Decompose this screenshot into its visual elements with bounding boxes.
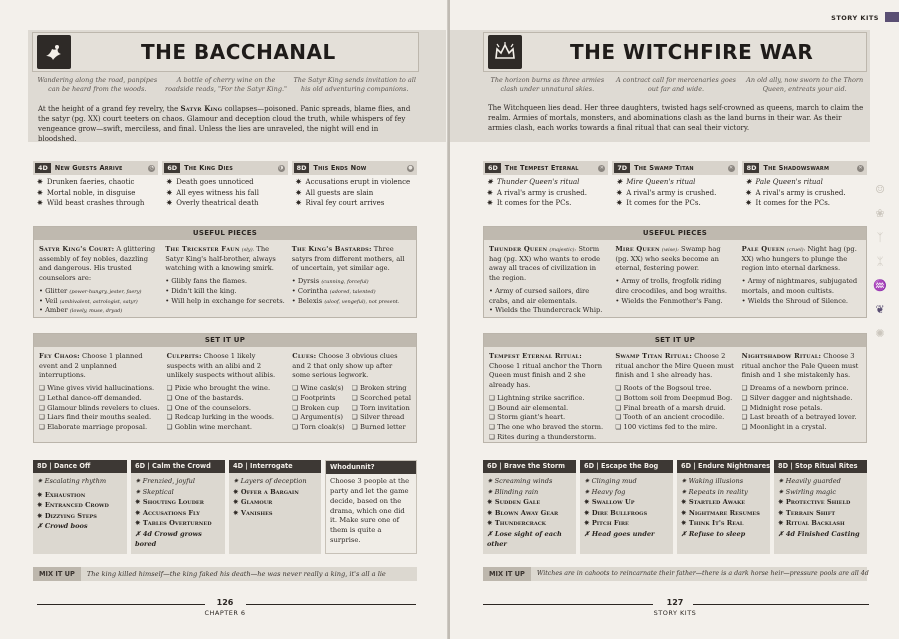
hook-quotes — [36, 76, 416, 94]
chapter-label: CHAPTER 6 — [204, 609, 246, 617]
panel-title: USEFUL PIECES — [484, 227, 866, 240]
useful-pieces-panel — [33, 226, 417, 318]
panel-title: SET IT UP — [484, 334, 866, 347]
scene-card: 6D | Calm the Crowd ✷ Frenzied, joyful ✷ Skeptical ✷ Shouting Louder ✷ Accusations Fly ✷ Tables Overturned ✗ 4d Crowd grows bored — [131, 460, 225, 554]
useful-col: The King's Bastards: Three satyrs from different mothers, all of uncertain, yet similar age. • Dyrsis (cunning, forceful) • Corintha (adored, talented) • Belexis (aloof, vengeful), not present. — [291, 245, 405, 305]
chapter-icon-rail — [870, 178, 890, 346]
setup-col: Fey Chaos: Choose 1 planned event and 2 unplanned interruptions. ❑ Wine gives vivid hallucinations. ❑ Lethal dance-off demanded. ❑ Glamour blinds revelers to clues. ❑ Liars find their mouths sealed. ❑ Elaborate marriage proposal. — [39, 352, 160, 432]
clock-row — [483, 161, 867, 209]
page-footer — [0, 598, 449, 628]
clock-card: 8D This Ends Now ● ✷ Accusations erupt in violence ✷ All guests are slain ✷ Rival fey court arrives — [292, 161, 417, 209]
mix-text: Witches are in cahoots to reincarnate their father—there is a dark horse heir—pressure pools are all 4d — [536, 569, 869, 577]
scroll-icon[interactable]: ♒ — [873, 278, 887, 292]
mix-text: The king killed himself—the king faked his death—he was never really a king, it's all a lie — [86, 569, 386, 578]
chapter-label: STORY KITS — [653, 609, 697, 617]
rune-icon[interactable]: ᛉ — [876, 230, 884, 244]
die-badge: 6D — [164, 163, 180, 173]
clock-item: Mortal noble, in disguise — [46, 188, 136, 197]
clock-item: Rival fey court arrives — [305, 199, 385, 207]
clock-title: The King Dies — [184, 163, 233, 172]
useful-pieces-panel — [483, 226, 867, 318]
hook-quote: The horizon burns as three armies clash under unnatural skies. — [490, 76, 605, 93]
hook-quote: Wandering along the road, panpipes can be heard from the woods. — [37, 76, 158, 93]
clock-item: Mire Queen's ritual — [626, 178, 696, 186]
hook-quote: A bottle of cherry wine on the roadside reads, "For the Satyr King." — [164, 76, 288, 93]
whodunnit-text: Choose 3 people at the party and let the game decide, based on the drama, which one did it. Make sure one of them is quite a surprise. — [330, 477, 410, 545]
clock-icon: ✕ — [729, 164, 734, 171]
scene-card: 8D | Dance Off ✷ Escalating rhythm ✷ Exhaustion ✷ Entranced Crowd ✷ Dizzying Steps ✗ Crowd boos — [33, 460, 127, 554]
mix-it-up-bar — [33, 567, 417, 581]
setup-col: Clues: Choose 3 obvious clues and 2 that only show up after some serious legwork. ❑ Wine cask(s) ❑ Broken string ❑ Footprints ❑ Scorched petal ❑ Broken cup ❑ Torn invitation ❑ Argument(s) ❑ Silver thread ❑ Torn cloak(s) ❑ Burned letter — [292, 352, 411, 432]
clock-item: Death goes unnoticed — [176, 178, 254, 186]
beast-icon[interactable]: ❀ — [875, 206, 885, 220]
clock-icon: ✕ — [599, 164, 604, 171]
clock-icon: ◑ — [278, 164, 284, 171]
clock-title: The Swamp Titan — [634, 163, 694, 172]
clock-item: Overly theatrical death — [176, 199, 259, 207]
hook-quotes — [486, 76, 866, 94]
clock-item: All eyes witness his fall — [176, 188, 259, 197]
mix-tag: MIX IT UP — [483, 567, 531, 581]
page-number: 126 — [216, 598, 234, 607]
scene-title: 8D | Dance Off — [33, 460, 127, 473]
panel-title: SET IT UP — [34, 334, 416, 347]
scene-title: 6D | Brave the Storm — [483, 460, 576, 473]
clock-title: New Guests Arrive — [54, 163, 123, 172]
scene-card: 8D | Stop Ritual Rites ✷ Heavily guarded ✷ Swirling magic ✷ Protective Shield ✷ Terrain Shift ✷ Ritual Backlash ✗ 4d Finished Casting — [774, 460, 867, 554]
scene-card: 6D | Escape the Bog ✷ Clinging mud ✷ Heavy fog ✷ Swallow Up ✷ Dire Bullfrogs ✷ Pitch Fire ✗ Head goes under — [580, 460, 673, 554]
clock-item: It comes for the PCs. — [755, 199, 831, 207]
set-it-up-panel — [33, 333, 417, 443]
clock-card: 6D The King Dies ◑ ✷ Death goes unnoticed ✷ All eyes witness his fall ✷ Overly theatrical death — [162, 161, 287, 209]
set-it-up-panel — [483, 333, 867, 443]
die-badge: 7D — [614, 163, 630, 173]
scene-title: 8D | Stop Ritual Rites — [774, 460, 867, 473]
title-box — [32, 32, 419, 72]
scene-title: 4D | Interrogate — [229, 460, 321, 473]
satyr-emblem-icon — [37, 35, 71, 69]
setup-col: Nightshadow Ritual: Choose 3 ritual anchor the Pale Queen must finish and 1 she mistakenly has. ❑ Dreams of a newborn prince. ❑ Silver dagger and nightshade. ❑ Midnight rose petals. ❑ Last breath of a betrayed lover. ❑ Moonlight in a crystal. — [741, 352, 859, 432]
clock-item: It comes for the PCs. — [626, 199, 701, 207]
clock-card: 4D New Guests Arrive ◔ ✷ Drunken faeries, chaotic ✷ Mortal noble, in disguise ✷ Wild beast crashes through — [33, 161, 158, 209]
running-header: STORY KITS — [831, 14, 879, 22]
useful-col: Thunder Queen (majestic): Storm hag (pg. XX) who wants to erode away all traces of civilization in the region. • Army of cursed sailors, dire crabs, and air elementals. • Wields the Thundercrack Whip. — [489, 245, 603, 315]
mix-it-up-bar — [483, 567, 867, 581]
page-footer — [450, 598, 899, 628]
page-right — [450, 0, 899, 639]
useful-col: Pale Queen (cruel): Night hag (pg. XX) who hungers to plunge the region into eternal darkness. • Army of nightmares, subjugated mortals, and moon cultists. • Wields the Shroud of Silence. — [741, 245, 858, 305]
hook-quote: The Satyr King sends invitation to all his old adventuring companions. — [293, 76, 416, 93]
scene-title: Whodunnit? — [326, 461, 416, 474]
scene-title: 6D | Endure Nightmares — [677, 460, 770, 473]
page-title: THE WITCHFIRE WAR — [570, 40, 814, 64]
hook-quote: An old ally, now sworn to the Thorn Queen, entreats your aid. — [746, 76, 864, 93]
page-left — [0, 0, 449, 639]
clock-card: 8D The Shadowswarm ✕ ✷ Pale Queen's ritual ✷ A rival's army is crushed. ✷ It comes for the PCs. — [742, 161, 867, 209]
crown-emblem-icon — [488, 35, 522, 69]
die-badge: 8D — [744, 163, 760, 173]
clock-item: It comes for the PCs. — [496, 199, 572, 207]
clock-icon: ● — [408, 164, 413, 171]
clock-item: A rival's army is crushed. — [626, 188, 717, 197]
clock-title: This Ends Now — [313, 163, 367, 172]
panel-title: USEFUL PIECES — [34, 227, 416, 240]
clock-item: All guests are slain — [305, 188, 374, 197]
setup-col: Swamp Titan Ritual: Choose 2 ritual anchor the Mire Queen must finish and 1 she already has. ❑ Roots of the Bogsoul tree. ❑ Bottom soil from Deepmud Bog. ❑ Final breath of a marsh druid. ❑ Tooth of an ancient crocodile. ❑ 100 victims fed to the mire. — [615, 352, 734, 432]
whodunnit-card — [325, 460, 417, 554]
clock-item: A rival's army is crushed. — [496, 188, 587, 197]
setup-col: Tempest Eternal Ritual: Choose 1 ritual anchor the Thorn Queen must finish and 2 she already has. ❑ Lightning strike sacrifice. ❑ Bound air elemental. ❑ Storm giant's heart. ❑ The one who braved the storm. ❑ Rites during a thunderstorm. — [489, 352, 604, 441]
useful-col: Mire Queen (wise): Swamp hag (pg. XX) who seeks become an eternal, festering power. • Army of trolls, frogfolk riding dire crocodiles, and bog wraiths. • Wields the Fenmother's Fang. — [615, 245, 727, 305]
clock-title: The Shadowswarm — [763, 163, 830, 172]
page-title: THE BACCHANAL — [141, 40, 336, 64]
clock-item: Drunken faeries, chaotic — [46, 178, 135, 186]
glyph-icon[interactable]: ᛯ — [876, 254, 884, 268]
die-badge: 6D — [485, 163, 501, 173]
clock-item: Thunder Queen's ritual — [496, 178, 580, 186]
clock-icon: ◔ — [149, 164, 155, 171]
hook-quote: A contract call for mercenaries goes out far and wide. — [616, 76, 737, 93]
setup-col: Culprits: Choose 1 likely suspects with an alibi and 2 unlikely suspects without alibis. ❑ Pixie who brought the wine. ❑ One of the bastards. ❑ One of the counselors. ❑ Redcap lurking in the woods. ❑ Goblin wine merchant. — [166, 352, 276, 432]
clock-title: The Tempest Eternal — [504, 163, 579, 172]
scene-card: 6D | Endure Nightmares ✷ Waking illusions ✷ Repeats in reality ✷ Startled Awake ✷ Nightmare Resumes ✷ Think It's Real ✗ Refuse to sleep — [677, 460, 770, 554]
die-badge: 8D — [294, 163, 310, 173]
scene-title: 6D | Escape the Bog — [580, 460, 673, 473]
clock-item: A rival's army is crushed. — [755, 188, 846, 197]
mix-tag: MIX IT UP — [33, 567, 81, 581]
clock-card: 6D The Tempest Eternal ✕ ✷ Thunder Queen's ritual ✷ A rival's army is crushed. ✷ It comes for the PCs. — [483, 161, 608, 209]
clock-item: Wild beast crashes through — [46, 199, 145, 207]
section-tab — [885, 12, 899, 22]
clock-item: Pale Queen's ritual — [755, 178, 823, 186]
scene-card: 4D | Interrogate ✷ Layers of deception ✷ Offer a Bargain ✷ Glamour ✷ Vanishes — [229, 460, 321, 554]
intro-text: At the height of a grand fey revelry, the Satyr King collapses—poisoned. Panic spreads, blame flies, and the satyr (pg. XX) court teeters on chaos. Glamour and deception cloud the truth, while whispers of fey vengeance grow—swift, merciless, and final. Unless the lies are unraveled, the night will end in bloodshed. — [38, 104, 411, 143]
page-number: 127 — [666, 598, 684, 607]
title-box — [483, 32, 867, 72]
intro-text: The Witchqueen lies dead. Her three daughters, twisted hags self-crowned as queens, march to claim the realm. Armies of mortals, monsters, and abominations clash as the land burns in their war. As their armies clash, each works towards a final ritual that can seal their victory. — [488, 104, 864, 132]
scene-card: 6D | Brave the Storm ✷ Screaming winds ✷ Blinding rain ✷ Sudden Gale ✷ Blown Away Gear ✷ Thundercrack ✗ Lose sight of each other — [483, 460, 576, 554]
eye-icon[interactable]: ✺ — [875, 326, 885, 340]
clock-card: 7D The Swamp Titan ✕ ✷ Mire Queen's ritual ✷ A rival's army is crushed. ✷ It comes for the PCs. — [612, 161, 737, 209]
die-badge: 4D — [35, 163, 51, 173]
clock-row — [33, 161, 417, 209]
clock-item: Accusations erupt in violence — [305, 178, 411, 186]
mask-icon[interactable]: ☺ — [875, 182, 885, 196]
scene-title: 6D | Calm the Crowd — [131, 460, 225, 473]
satyr-icon[interactable]: ❦ — [875, 302, 885, 316]
useful-col: The Trickster Faun (sly). The Satyr King's half-brother, always watching with a knowing smirk. • Glibly fans the flames. • Didn't kill the king. • Will help in exchange for secrets. — [165, 245, 285, 305]
useful-col: Satyr King's Court: A glittering assembly of fey nobles, dazzling and dangerous. His trusted counselors are: • Glitter (power-hungry, jester, faery) • Veil (ambivalent, astrologist, satyr) • Amber (lovely, muse, dryad) — [39, 245, 156, 315]
clock-icon: ✕ — [858, 164, 863, 171]
